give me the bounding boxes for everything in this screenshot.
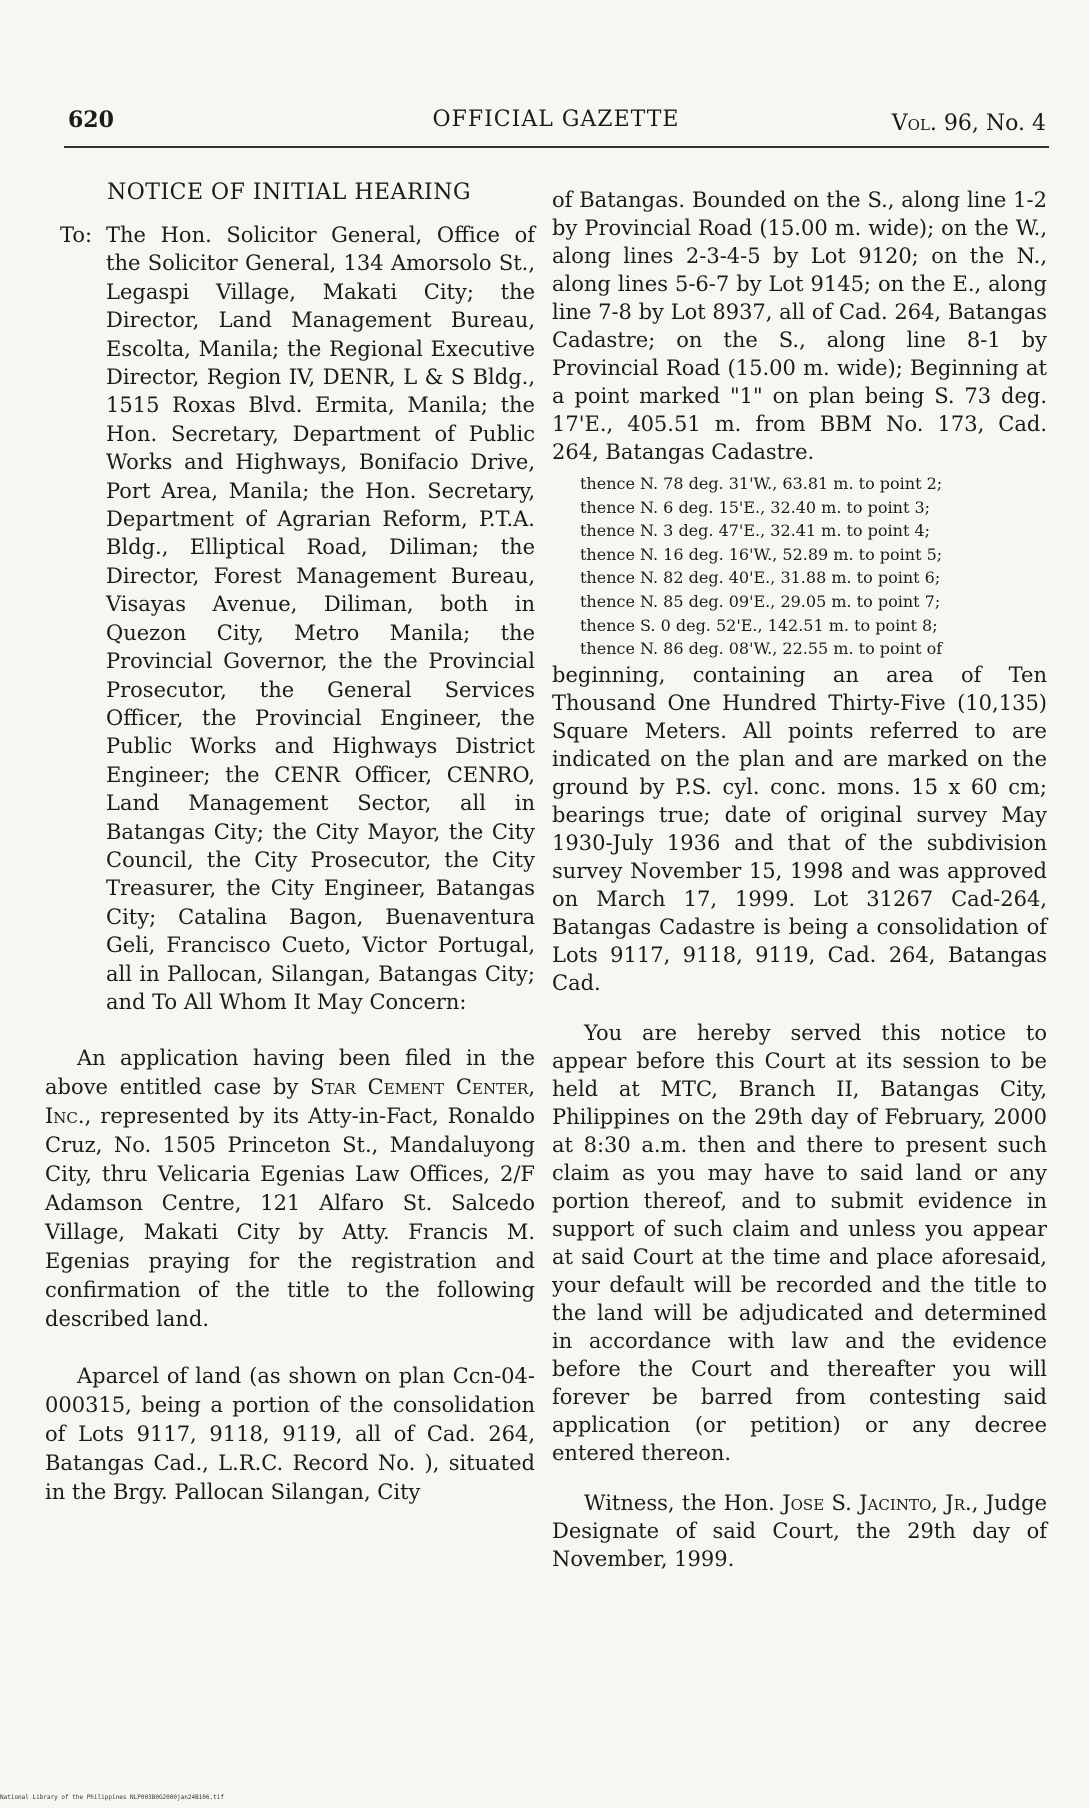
left-column [45,180,535,1507]
page-header [66,105,1046,139]
bearing-line: thence N. 78 deg. 31'W., 63.81 m. to point 2; [580,474,943,493]
application-intro: An application having been filed in the above entitled case by [45,1046,535,1100]
gazette-title: OFFICIAL GAZETTE [432,107,680,132]
judge-name: Jose S. Jacinto, Jr. [782,1490,972,1515]
witness-paragraph [552,1489,1047,1573]
parcel-paragraph-start: Aparcel of land (as shown on plan Ccn-04-000315, being a portion of the consolidation of Lots 9117, 9118, 9119, all of Cad. 264, Batangas Cad., L.R.C. Record No. ), situated in the Brgy. Pallocan Silangan, City [45,1364,535,1505]
witness-date: , Judge Designate of said Court, the 29th day of November, 1999. [552,1490,1047,1571]
application-paragraph [45,1044,535,1334]
right-column [552,186,1047,1573]
witness-intro: Witness, the Hon. [584,1490,783,1515]
volume-issue [892,111,1046,136]
bearing-line: thence N. 82 deg. 40'E., 31.88 m. to point 6; [580,568,941,588]
bearing-line: thence N. 86 deg. 08'W., 22.55 m. to point of [580,639,943,659]
addressee-block [45,221,535,1016]
notice-title: NOTICE OF INITIAL HEARING [107,180,472,205]
addressee-list: The Hon. Solicitor General, Office of the Solicitor General, 134 Amorsolo St., Legaspi Village, Makati City; the Director, Land Management Bureau, Escolta, Manila; the Regional Executive Director, Region IV, DENR, L & S Bldg., 1515 Roxas Blvd. Ermita, Manila; the Hon. Secretary, Department of Public Works and Highways, Bonifacio Drive, Port Area, Manila; the Hon. Secretary, Department of Agrarian Reform, P.T.A. Bldg., Elliptical Road, Diliman; the Director, Forest Management Bureau, Visayas Avenue, Diliman, both in Quezon City, Metro Manila; the Provincial Governor, the the Provincial Prosecutor, the General Services Officer, the Provincial Engineer, the Public Works and Highways District Engineer; the CENR Officer, CENRO, Land Management Sector, all in Batangas City; the City Mayor, the City Council, the City Prosecutor, the City Treasurer, the City Engineer, Batangas City; Catalina Bagon, Buenaventura Geli, Francisco Cueto, Victor Portugal, all in Pallocan, Silangan, Batangas City; and To All Whom It May Concern: [106,223,535,1014]
archive-footer: National Library of the Philippines NLP003B0G2000jan24B106.tif [0,1794,224,1801]
to-label: To: [60,223,93,247]
volume-prefix: Vol. [891,111,937,136]
bearings-list [580,472,1047,661]
bearing-line: thence N. 3 deg. 47'E., 32.41 m. to point 4; [580,521,931,541]
applicant-name: Star Cement Center, Inc. [45,1075,535,1129]
bearing-line: thence N. 6 deg. 15'E., 32.40 m. to point 3; [580,497,931,517]
bearing-line: thence N. 85 deg. 09'E., 29.05 m. to point 7; [580,591,941,611]
parcel-paragraph-continued: of Batangas. Bounded on the S., along line 1-2 by Provincial Road (15.00 m. wide); on the W., along lines 2-3-4-5 by Lot 9120; on the N., along lines 5-6-7 by Lot 9145; on the E., along line 7-8 by Lot 8937, all of Cad. 264, Batangas Cadastre; on the S., along line 8-1 by Provincial Road (15.00 m. wide); Beginning at a point marked "1" on plan being S. 73 deg. 17'E., 405.51 m. from BBM No. 173, Cad. 264, Batangas Cadastre. [552,188,1047,464]
header-rule [64,146,1049,148]
page-number: 620 [68,107,114,133]
parcel-paragraph-end: beginning, containing an area of Ten Thousand One Hundred Thirty-Five (10,135) Square Meters. All points referred to are indicated on the plan and are marked on the ground by P.S. cyl. conc. mons. 15 x 60 cm; bearings true; date of original survey May 1930-July 1936 and that of the subdivision survey November 15, 1998 and was approved on March 17, 1999. Lot 31267 Cad-264, Batangas Cadastre is being a consolidation of Lots 9117, 9118, 9119, Cad. 264, Batangas Cad. [552,662,1047,995]
bearing-line: thence N. 16 deg. 16'W., 52.89 m. to point 5; [580,544,943,564]
summons-paragraph: You are hereby served this notice to appear before this Court at its session to be held at MTC, Branch II, Batangas City, Philippines on the 29th day of February, 2000 at 8:30 a.m. then and there to present such claim as you may have to said land or any portion thereof, and to submit evidence in support of such claim and unless you appear at said Court at the time and place aforesaid, your default will be recorded and the title to the land will be adjudicated and determined in accordance with law and the evidence before the Court and thereafter you will forever be barred from contesting said application (or petition) or any decree entered thereon. [552,1020,1047,1465]
bearing-line: thence S. 0 deg. 52'E., 142.51 m. to point 8; [580,615,938,635]
application-details: , represented by its Atty-in-Fact, Ronaldo Cruz, No. 1505 Princeton St., Mandaluyong City, thru Velicaria Egenias Law Offices, 2/F Adamson Centre, 121 Alfaro St. Salcedo Village, Makati City by Atty. Francis M. Egenias praying for the registration and confirmation of the title to the following described land. [45,1104,535,1332]
volume-number: 96, No. 4 [936,111,1046,136]
